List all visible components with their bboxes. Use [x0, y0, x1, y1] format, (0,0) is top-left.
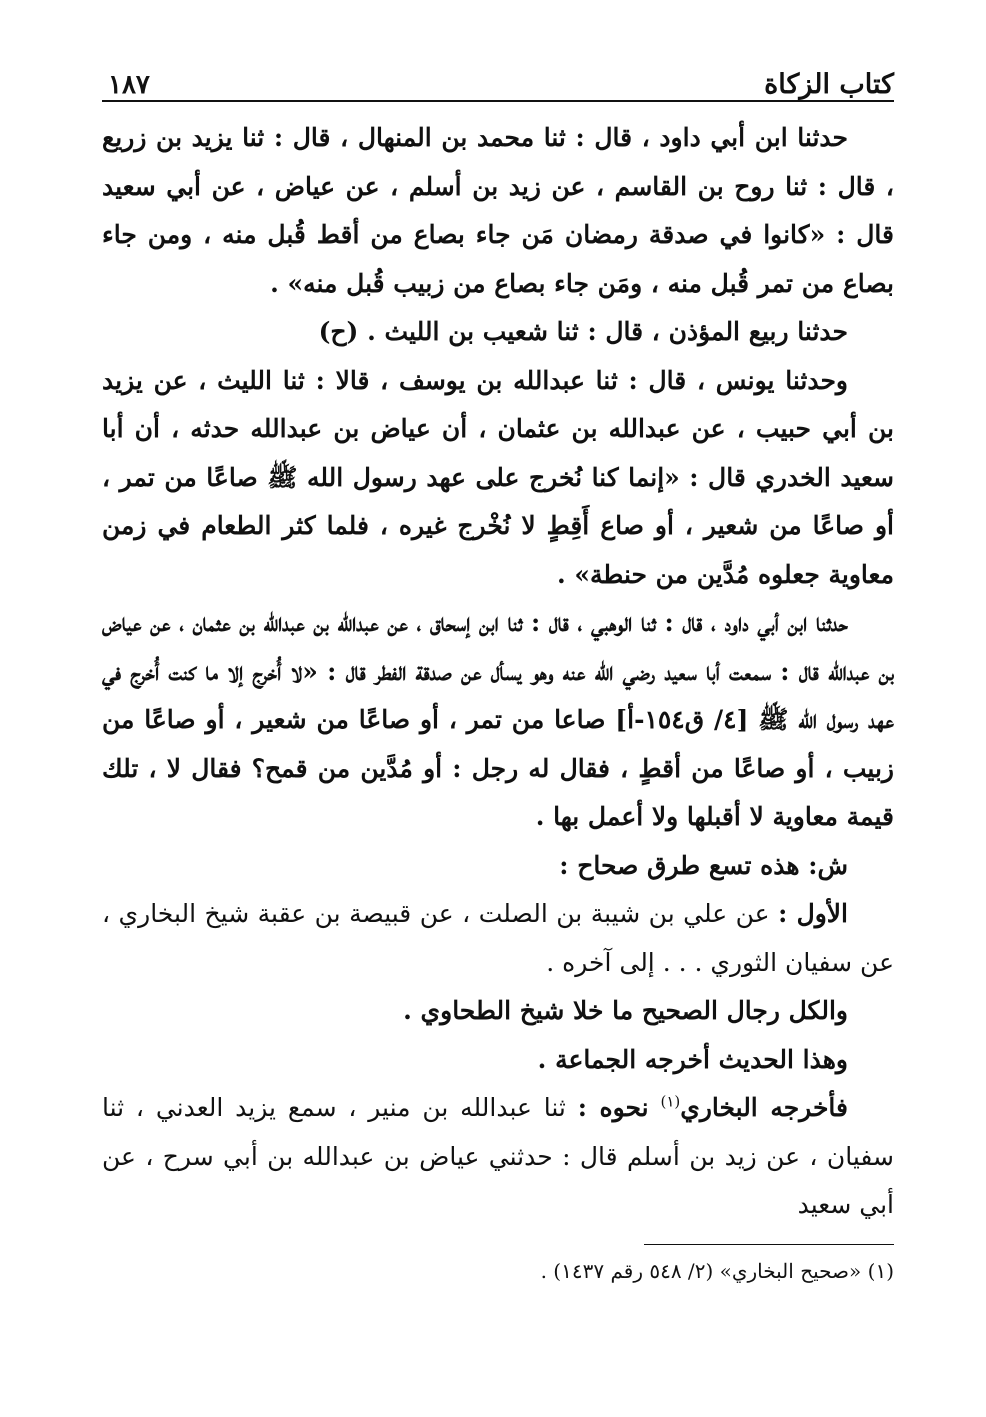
bukhari-label: فأخرجه البخاري — [680, 1093, 848, 1122]
hadith-paragraph-4: حدثنا ابن أبي داود ، قال : ثنا الوهبي ، قال : ثنا ابن إسحاق ، عن عبدالله بن عبدالله بن عثمان ، عن عياض بن عبدالله قال : سمعت أبا سعيد رضي الله عنه وهو يسأل عن صدقة الفطر قال : «لا أُخرج إلا ما كنت أُخرج في عهد رسول الله ﷺ [٤/ ق١٥٤-أ] صاعا من تمر ، أو صاعًا من شعير ، أو صاعًا من زبيب ، أو صاعًا من أقطٍ ، فقال له رجل : أو مُدَّين من قمح؟ فقال لا ، تلك قيمة معاوية لا أقبلها ولا أعمل بها . — [101, 608, 894, 831]
footnote-reference-1[interactable]: (١) — [660, 1092, 681, 1111]
sharh-label: ش: — [808, 850, 848, 880]
first-label: الأول : — [778, 899, 849, 928]
page-number: ١٨٧ — [108, 70, 150, 100]
book-title: كتاب الزكاة — [764, 69, 894, 100]
sharh-text: هذه تسع طرق صحاح : — [559, 850, 800, 880]
bukhari-label-tail: نحوه : — [577, 1093, 649, 1122]
sharh-line — [102, 842, 894, 891]
hadith-paragraph-1: حدثنا ابن أبي داود ، قال : ثنا محمد بن المنهال ، قال : ثنا يزيد بن زريع ، قال : ثنا روح بن القاسم ، عن زيد بن أسلم ، عن عياض ، عن أبي سعيد قال : «كانوا في صدقة رمضان مَن جاء بصاع من أقط قُبل منه ، ومن جاء بصاع من تمر قُبل منه ، ومَن جاء بصاع من زبيب قُبل منه» . — [102, 123, 894, 298]
footnote-1: (١) «صحيح البخاري» (٢/ ٥٤٨ رقم ١٤٣٧) . — [540, 1258, 894, 1283]
first-text: عن علي بن شيبة بن الصلت ، عن قبيصة بن عقبة شيخ البخاري ، عن سفيان الثوري . . . إلى آخره . — [102, 899, 894, 977]
bukhari-paragraph — [102, 1084, 894, 1230]
hadith-paragraph-3: وحدثنا يونس ، قال : ثنا عبدالله بن يوسف ، قالا : ثنا الليث ، عن يزيد بن أبي حبيب ، عن عبدالله بن عثمان ، أن عياض بن عبدالله حدثه ، أن أبا سعيد الخدري قال : «إنما كنا نُخرج على عهد رسول الله ﷺ صاعًا من تمر ، أو صاعًا من شعير ، أو صاع أَقِطٍ لا نُخْرج غيره ، فلما كثر الطعام في زمن معاوية جعلوه مُدَّين من حنطة» . — [102, 365, 894, 589]
statement-2: وهذا الحديث أخرجه الجماعة . — [537, 1044, 848, 1074]
page-body — [102, 114, 894, 1291]
statement-1: والكل رجال الصحيح ما خلا شيخ الطحاوي . — [403, 996, 848, 1025]
footnote-divider — [644, 1244, 894, 1245]
hadith-paragraph-2: حدثنا ربيع المؤذن ، قال : ثنا شعيب بن الليث . (ح) — [318, 317, 848, 346]
bukhari-text: ثنا عبدالله بن منير ، سمع يزيد العدني ، ثنا سفيان ، عن زيد بن أسلم قال : حدثني عياض بن عبدالله بن أبي سرح ، عن أبي سعيد — [102, 1093, 894, 1219]
first-chain-paragraph — [102, 890, 894, 987]
page-header — [102, 44, 894, 102]
